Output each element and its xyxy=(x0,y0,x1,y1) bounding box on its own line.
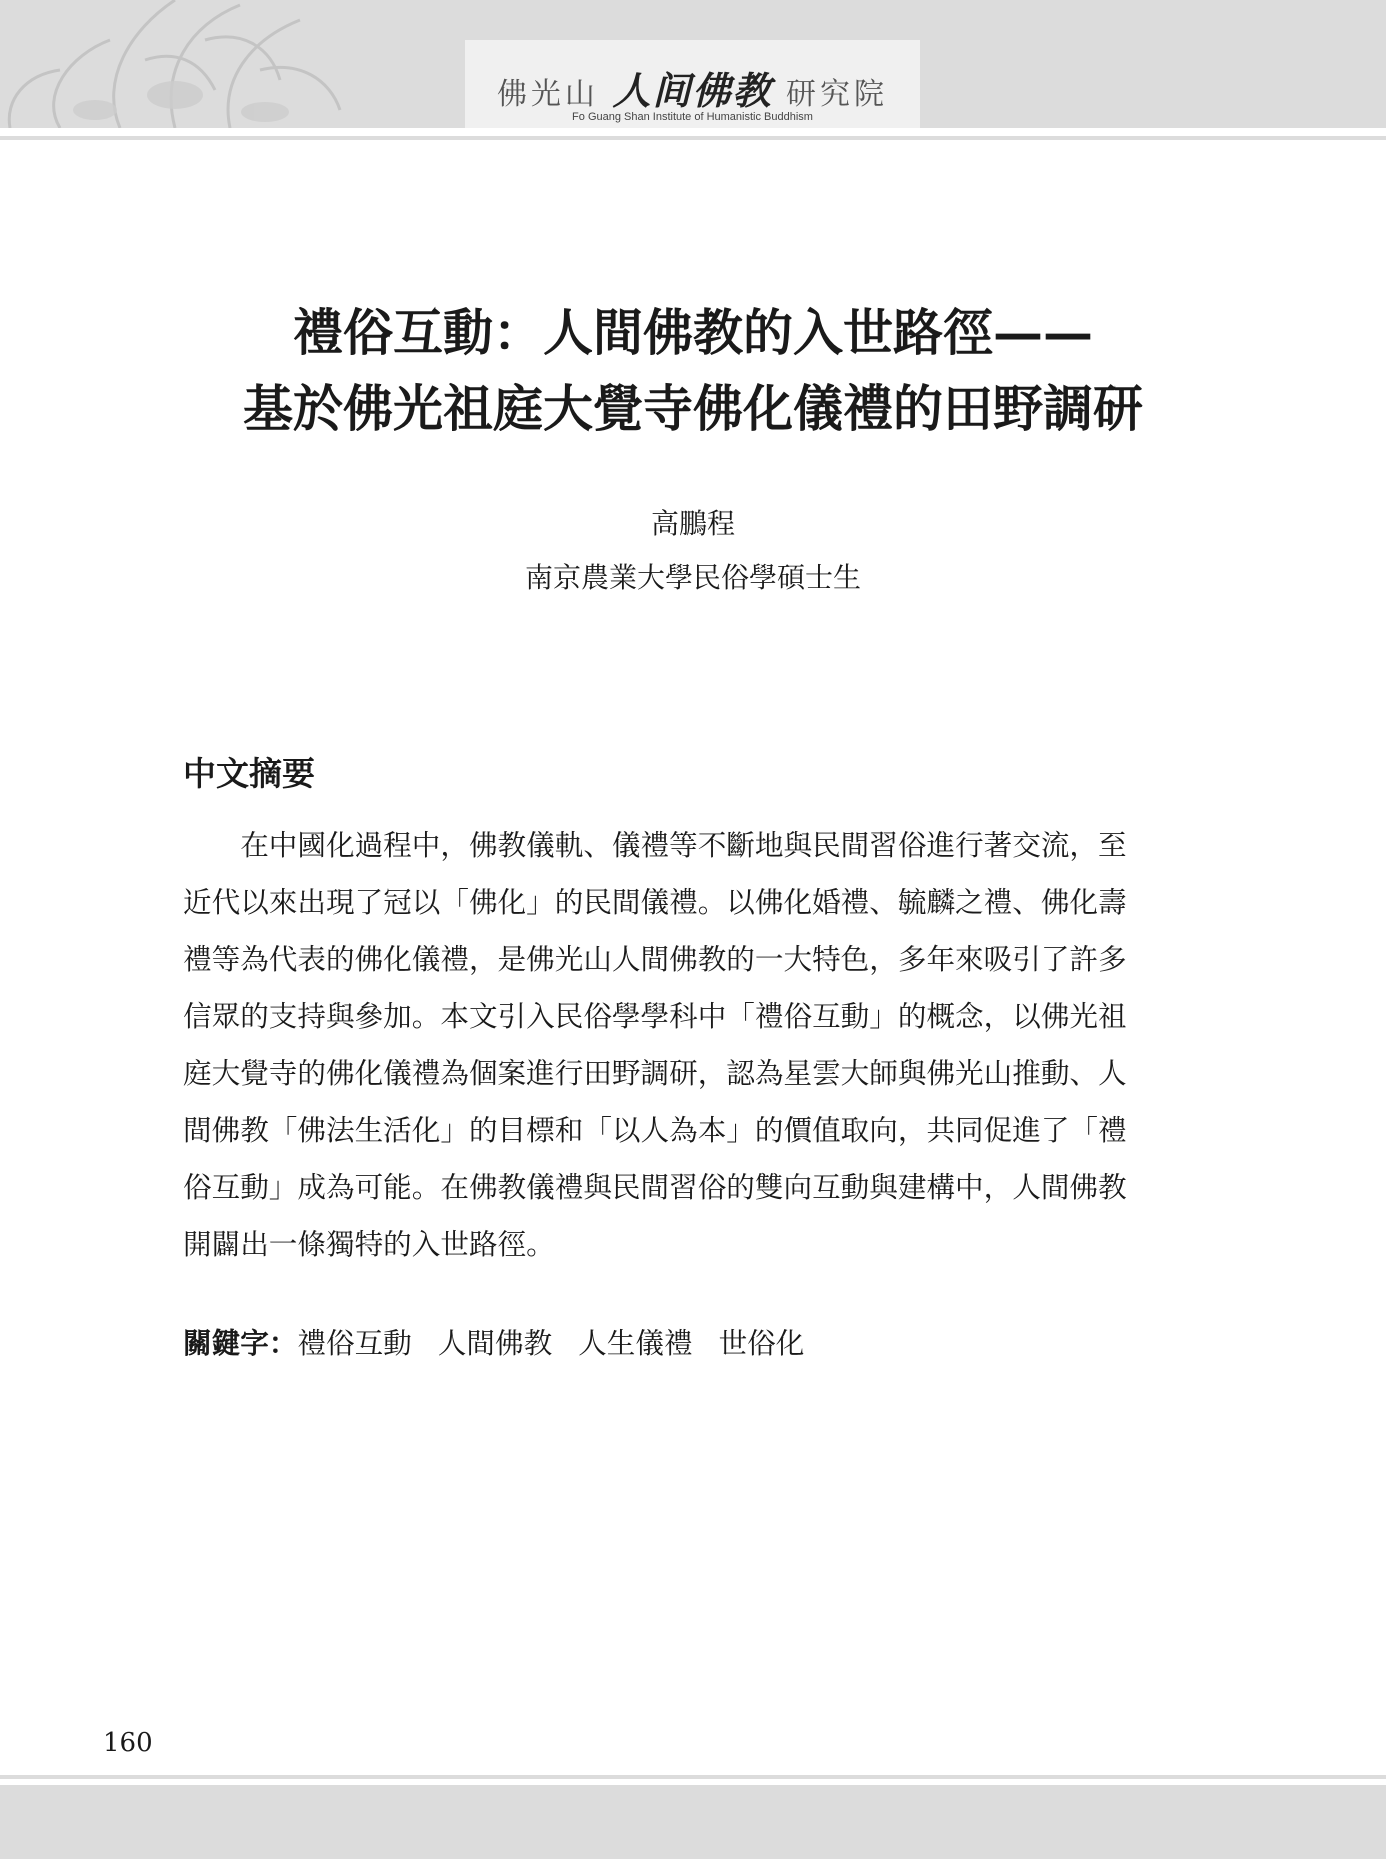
header-divider xyxy=(0,136,1386,140)
abstract-line: 禮等為代表的佛化儀禮，是佛光山人間佛教的一大特色，多年來吸引了許多 xyxy=(183,942,1127,976)
keywords-label: 關鍵字： xyxy=(183,1326,298,1360)
logo-suffix: 研究院 xyxy=(786,77,889,112)
institute-logo xyxy=(465,40,920,128)
author-name: 高鵬程 xyxy=(650,507,735,540)
keyword-item: 人間佛教 xyxy=(437,1326,553,1360)
header-band xyxy=(0,0,1386,128)
title-line-1: 禮俗互動：人間佛教的入世路徑—— xyxy=(293,303,1093,362)
footer-divider xyxy=(0,1775,1386,1779)
author-affiliation: 南京農業大學民俗學碩士生 xyxy=(524,561,861,594)
logo-english: Fo Guang Shan Institute of Humanistic Buddhism xyxy=(572,111,813,123)
page-number: 160 xyxy=(103,1728,153,1758)
keyword-item: 人生儀禮 xyxy=(578,1326,693,1360)
logo-brush-text: 人间佛教 xyxy=(612,68,773,113)
keyword-item: 世俗化 xyxy=(718,1326,805,1360)
abstract-line: 在中國化過程中，佛教儀軌、儀禮等不斷地與民間習俗進行著交流，至 xyxy=(183,828,1127,862)
logo-prefix: 佛光山 xyxy=(496,77,599,112)
keyword-item: 禮俗互動 xyxy=(297,1326,412,1360)
abstract-line: 庭大覺寺的佛化儀禮為個案進行田野調研，認為星雲大師與佛光山推動、人 xyxy=(183,1056,1127,1090)
abstract-line: 俗互動」成為可能。在佛教儀禮與民間習俗的雙向互動與建構中，人間佛教 xyxy=(183,1170,1127,1204)
abstract-heading: 中文摘要 xyxy=(183,754,315,793)
abstract-line: 間佛教「佛法生活化」的目標和「以人為本」的價值取向，共同促進了「禮 xyxy=(183,1113,1127,1147)
keywords xyxy=(183,1321,830,1365)
abstract-body xyxy=(183,817,1205,1273)
title-line-2: 基於佛光祖庭大覺寺佛化儀禮的田野調研 xyxy=(243,379,1143,438)
abstract-line: 開闢出一條獨特的入世路徑。 xyxy=(183,1227,555,1261)
footer-band xyxy=(0,1785,1386,1859)
lotus-ornament-icon xyxy=(0,0,400,128)
abstract-line: 信眾的支持與參加。本文引入民俗學學科中「禮俗互動」的概念，以佛光祖 xyxy=(183,999,1127,1033)
article-title xyxy=(100,295,1286,447)
abstract-line: 近代以來出現了冠以「佛化」的民間儀禮。以佛化婚禮、毓麟之禮、佛化壽 xyxy=(183,885,1127,919)
